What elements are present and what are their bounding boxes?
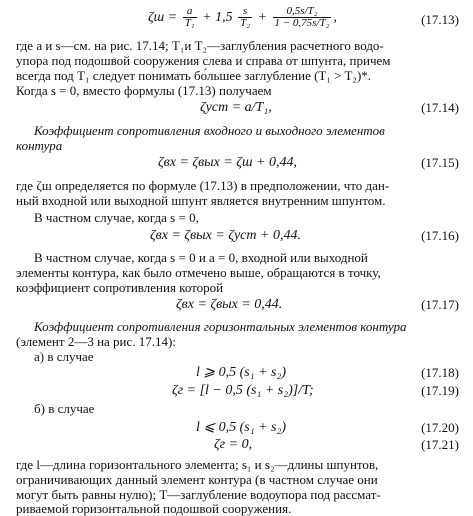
section-heading: контура — [16, 138, 63, 153]
paragraph-line: где ζш определяется по формуле (17.13) в предположении, что дан- — [16, 178, 390, 193]
paragraph-line: где a и s—см. на рис. 17.14; T₁и T₂—заглубления расчетного водо- — [16, 38, 384, 53]
paragraph-line: В частном случае, когда s = 0 и a = 0, входной или выходной — [34, 250, 368, 265]
paragraph-line: риваемой горизонтальной подошвой сооружения. — [16, 501, 292, 516]
paragraph-line: (элемент 2—3 на рис. 17.14): — [16, 334, 176, 349]
fraction-s-t2: $\frac{s}{\text{T₂}}$ — [240, 5, 251, 30]
case-label: б) в случае — [34, 401, 95, 416]
paragraph-line: упора под подошвой сооружения слева и справа от шпунта, причем — [16, 53, 391, 68]
equation-number-17-15: (17.15) — [421, 155, 459, 170]
section-heading: Коэффициент сопротивления входного и выходного элементов — [34, 123, 385, 138]
fraction-a-t1: $\frac{a}{\text{T₁}}$ — [184, 5, 195, 30]
equation-number-17-13: (17.13) — [421, 12, 459, 27]
case-label: а) в случае — [34, 349, 94, 364]
equation-17-21: ζг = 0, — [214, 437, 253, 452]
paragraph-line: могут быть равны нулю); T—заглубление водоупора под рассмат- — [16, 487, 381, 502]
equation-number-17-14: (17.14) — [421, 100, 459, 115]
equation-number-17-21: (17.21) — [421, 437, 459, 452]
paragraph-line: ный входной или выходной шпунт является внутренним шпунтом. — [16, 193, 386, 208]
equation-17-17: ζвх = ζвых = 0,44. — [176, 297, 283, 312]
paragraph-line: элементы контура, как было отмечено выше, обращаются в точку, — [16, 265, 381, 280]
paragraph-line: всегда под T₁ следует понимать бо́льшее заглубление (T₁ > T₂)*. — [16, 68, 372, 83]
equation-number-17-20: (17.20) — [421, 420, 459, 435]
equation-number-17-19: (17.19) — [421, 383, 459, 398]
equation-number-17-18: (17.18) — [421, 365, 459, 380]
fraction-complex: $\frac{\text{0,5s/T₂}}{\text{1 − 0,75s/T₂}}$ — [274, 5, 330, 30]
equation-number-17-17: (17.17) — [421, 297, 459, 312]
paragraph-line: Когда s = 0, вместо формулы (17.13) получаем — [16, 83, 272, 98]
paragraph-line: ограничивающих данный элемент контура (в частном случае они — [16, 472, 378, 487]
equation-17-13: ζш = $\frac{a}{\text{T₁}}$ + 1,5 $\frac{s}{\text{T₂}}$ + $\frac{\text{0,5s/T₂}}{\text{1 − 0,75s/T₂}}$ , — [148, 5, 337, 30]
paragraph-line: коэффициент сопротивления которой — [16, 280, 224, 295]
equation-number-17-16: (17.16) — [421, 228, 459, 243]
equation-17-15: ζвх = ζвых = ζш + 0,44, — [158, 155, 297, 170]
equation-17-19: ζг = [l − 0,5 (s₁ + s₂)]/T; — [172, 383, 314, 398]
paragraph-line: В частном случае, когда s = 0, — [34, 210, 199, 225]
section-heading: Коэффициент сопротивления горизонтальных элементов контура — [34, 319, 407, 334]
equation-17-18: l ⩾ 0,5 (s₁ + s₂) — [196, 365, 287, 380]
paragraph-line: где l—длина горизонтального элемента; s₁ и s₂—длины шпунтов, — [16, 457, 379, 472]
equation-17-14: ζуст = a/T₁, — [200, 100, 272, 115]
equation-17-20: l ⩽ 0,5 (s₁ + s₂) — [196, 420, 287, 435]
equation-17-16: ζвх = ζвых = ζуст + 0,44. — [150, 228, 301, 243]
